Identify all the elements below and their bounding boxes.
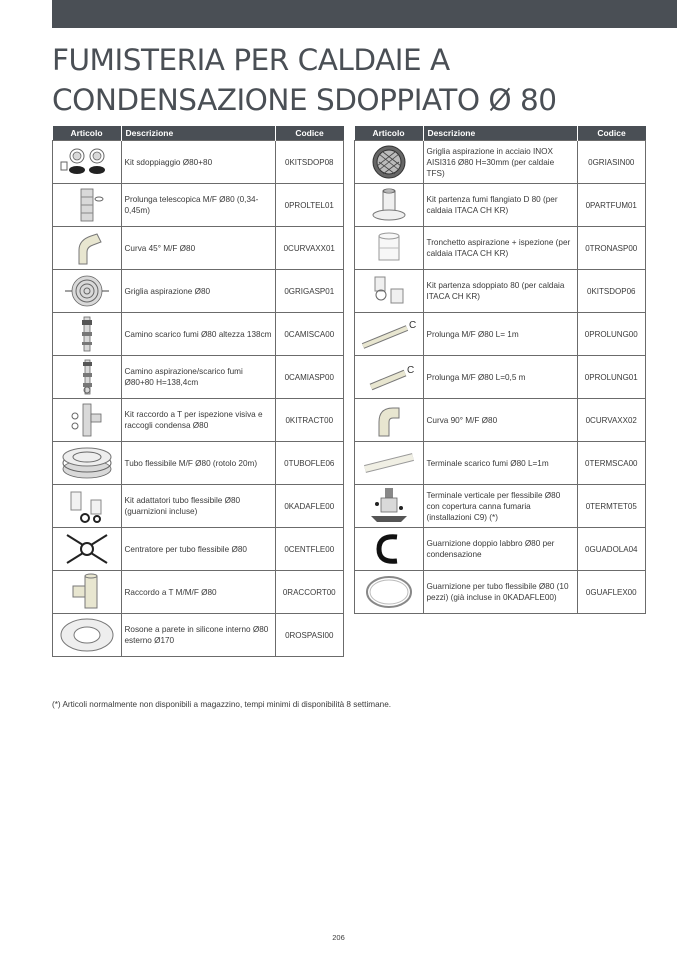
table-row <box>53 356 344 399</box>
product-code: 0PROLTEL01 <box>275 184 344 227</box>
elbow-45-icon <box>55 228 119 268</box>
inspection-stub-icon <box>357 228 421 268</box>
page-title <box>52 40 652 120</box>
product-code: 0KADAFLE00 <box>275 485 344 528</box>
product-image <box>355 184 424 227</box>
table-row <box>53 614 344 657</box>
product-image <box>53 141 122 184</box>
product-code: 0CURVAXX02 <box>577 399 646 442</box>
intake-exhaust-chimney-icon <box>55 357 119 397</box>
product-description: Guarnizione per tubo flessibile Ø80 (10 pezzi) (già incluse in 0KADAFLE00) <box>423 571 577 614</box>
product-image <box>355 227 424 270</box>
product-description: Camino aspirazione/scarico fumi Ø80+80 H=138,4cm <box>121 356 275 399</box>
table-row <box>355 227 646 270</box>
page-number: 206 <box>332 933 345 942</box>
wall-rosette-icon <box>55 615 119 655</box>
footnote: (*) Articoli normalmente non disponibili a magazzino, tempi minimi di disponibilità 8 settimane. <box>52 700 392 709</box>
product-description: Griglia aspirazione in acciaio INOX AISI316 Ø80 H=30mm (per caldaie TFS) <box>423 141 577 184</box>
svg-text:C: C <box>406 365 414 376</box>
product-description: Kit partenza fumi flangiato D 80 (per caldaia ITACA CH KR) <box>423 184 577 227</box>
product-code: 0GUAFLEX00 <box>577 571 646 614</box>
product-description: Camino scarico fumi Ø80 altezza 138cm <box>121 313 275 356</box>
table-row <box>355 571 646 614</box>
product-description: Griglia aspirazione Ø80 <box>121 270 275 313</box>
product-image <box>355 356 424 399</box>
table-row <box>355 313 646 356</box>
product-image <box>53 571 122 614</box>
product-code: 0TERMSCA00 <box>577 442 646 485</box>
header-articolo: Articolo <box>355 126 424 141</box>
table-row <box>355 270 646 313</box>
table-row <box>355 184 646 227</box>
product-code: 0PROLUNG01 <box>577 356 646 399</box>
product-description: Prolunga M/F Ø80 L=0,5 m <box>423 356 577 399</box>
table-row <box>355 356 646 399</box>
product-code: 0CURVAXX01 <box>275 227 344 270</box>
header-descrizione: Descrizione <box>121 126 275 141</box>
table-row <box>355 528 646 571</box>
table-row <box>53 141 344 184</box>
product-table-left <box>52 126 344 657</box>
table-row <box>53 270 344 313</box>
product-image <box>53 270 122 313</box>
product-code: 0KITRACT00 <box>275 399 344 442</box>
product-image <box>355 485 424 528</box>
product-code: 0PARTFUM01 <box>577 184 646 227</box>
product-description: Prolunga telescopica M/F Ø80 (0,34-0,45m) <box>121 184 275 227</box>
product-code: 0KITSDOP08 <box>275 141 344 184</box>
elbow-90-icon <box>357 400 421 440</box>
table-row <box>53 571 344 614</box>
title-line-1: FUMISTERIA PER CALDAIE A <box>52 43 450 77</box>
product-description: Guarnizione doppio labbro Ø80 per condensazione <box>423 528 577 571</box>
product-image <box>355 571 424 614</box>
product-image <box>53 485 122 528</box>
product-image <box>53 442 122 485</box>
product-description: Kit partenza sdoppiato 80 (per caldaia ITACA CH KR) <box>423 270 577 313</box>
svg-text:C: C <box>408 320 416 331</box>
table-row <box>355 399 646 442</box>
telescopic-extension-icon <box>55 185 119 225</box>
double-lip-gasket-icon <box>357 529 421 569</box>
product-code: 0GRIASIN00 <box>577 141 646 184</box>
product-description: Curva 90° M/F Ø80 <box>423 399 577 442</box>
product-code: 0TRONASP00 <box>577 227 646 270</box>
steel-grille-icon <box>357 142 421 182</box>
product-image <box>53 227 122 270</box>
table-row <box>53 313 344 356</box>
product-code: 0CENTFLE00 <box>275 528 344 571</box>
product-table-right <box>354 126 646 614</box>
product-image <box>355 141 424 184</box>
product-image <box>355 313 424 356</box>
product-description: Raccordo a T M/M/F Ø80 <box>121 571 275 614</box>
top-bar <box>52 0 677 28</box>
flue-terminal-icon <box>357 443 421 483</box>
product-code: 0CAMISCA00 <box>275 313 344 356</box>
header-articolo: Articolo <box>53 126 122 141</box>
tee-connector-icon <box>55 572 119 612</box>
product-image <box>53 528 122 571</box>
table-row <box>53 442 344 485</box>
product-image <box>53 184 122 227</box>
split-kit-icon <box>55 142 119 182</box>
product-image <box>53 313 122 356</box>
product-code: 0CAMIASP00 <box>275 356 344 399</box>
product-description: Tubo flessibile M/F Ø80 (rotolo 20m) <box>121 442 275 485</box>
product-code: 0ROSPASI00 <box>275 614 344 657</box>
product-code: 0GRIGASP01 <box>275 270 344 313</box>
header-descrizione: Descrizione <box>423 126 577 141</box>
product-image <box>53 356 122 399</box>
table-row <box>53 528 344 571</box>
product-code: 0PROLUNG00 <box>577 313 646 356</box>
table-row <box>355 442 646 485</box>
tee-fitting-kit-icon <box>55 400 119 440</box>
table-header-row <box>355 126 646 141</box>
vertical-terminal-icon <box>357 486 421 526</box>
split-start-kit-icon <box>357 271 421 311</box>
product-description: Tronchetto aspirazione + ispezione (per caldaia ITACA CH KR) <box>423 227 577 270</box>
table-row <box>53 227 344 270</box>
product-image <box>53 614 122 657</box>
product-description: Kit raccordo a T per ispezione visiva e raccogli condensa Ø80 <box>121 399 275 442</box>
product-description: Terminale scarico fumi Ø80 L=1m <box>423 442 577 485</box>
header-codice: Codice <box>577 126 646 141</box>
table-row <box>53 399 344 442</box>
flexible-gasket-icon <box>357 572 421 612</box>
table-row <box>355 141 646 184</box>
product-description: Prolunga M/F Ø80 L= 1m <box>423 313 577 356</box>
intake-grille-icon <box>55 271 119 311</box>
product-image <box>355 270 424 313</box>
product-image <box>355 399 424 442</box>
product-image <box>355 442 424 485</box>
adapter-kit-icon <box>55 486 119 526</box>
flanged-flue-start-icon <box>357 185 421 225</box>
product-description: Rosone a parete in silicone interno Ø80 esterno Ø170 <box>121 614 275 657</box>
product-description: Curva 45° M/F Ø80 <box>121 227 275 270</box>
product-code: 0TERMTET05 <box>577 485 646 528</box>
table-row <box>53 485 344 528</box>
table-row <box>53 184 344 227</box>
header-codice: Codice <box>275 126 344 141</box>
product-image <box>53 399 122 442</box>
product-description: Terminale verticale per flessibile Ø80 con copertura canna fumaria (installazioni C9) (*) <box>423 485 577 528</box>
title-line-2: CONDENSAZIONE SDOPPIATO Ø 80 <box>52 83 557 117</box>
product-image <box>355 528 424 571</box>
extension-05m-icon <box>357 357 421 397</box>
table-row <box>355 485 646 528</box>
product-description: Centratore per tubo flessibile Ø80 <box>121 528 275 571</box>
table-header-row <box>53 126 344 141</box>
product-description: Kit adattatori tubo flessibile Ø80 (guarnizioni incluse) <box>121 485 275 528</box>
product-code: 0GUADOLA04 <box>577 528 646 571</box>
centering-spider-icon <box>55 529 119 569</box>
product-description: Kit sdoppiaggio Ø80+80 <box>121 141 275 184</box>
product-code: 0RACCORT00 <box>275 571 344 614</box>
flexible-hose-icon <box>55 443 119 483</box>
product-code: 0TUBOFLE06 <box>275 442 344 485</box>
flue-chimney-icon <box>55 314 119 354</box>
extension-1m-icon <box>357 314 421 354</box>
product-code: 0KITSDOP06 <box>577 270 646 313</box>
